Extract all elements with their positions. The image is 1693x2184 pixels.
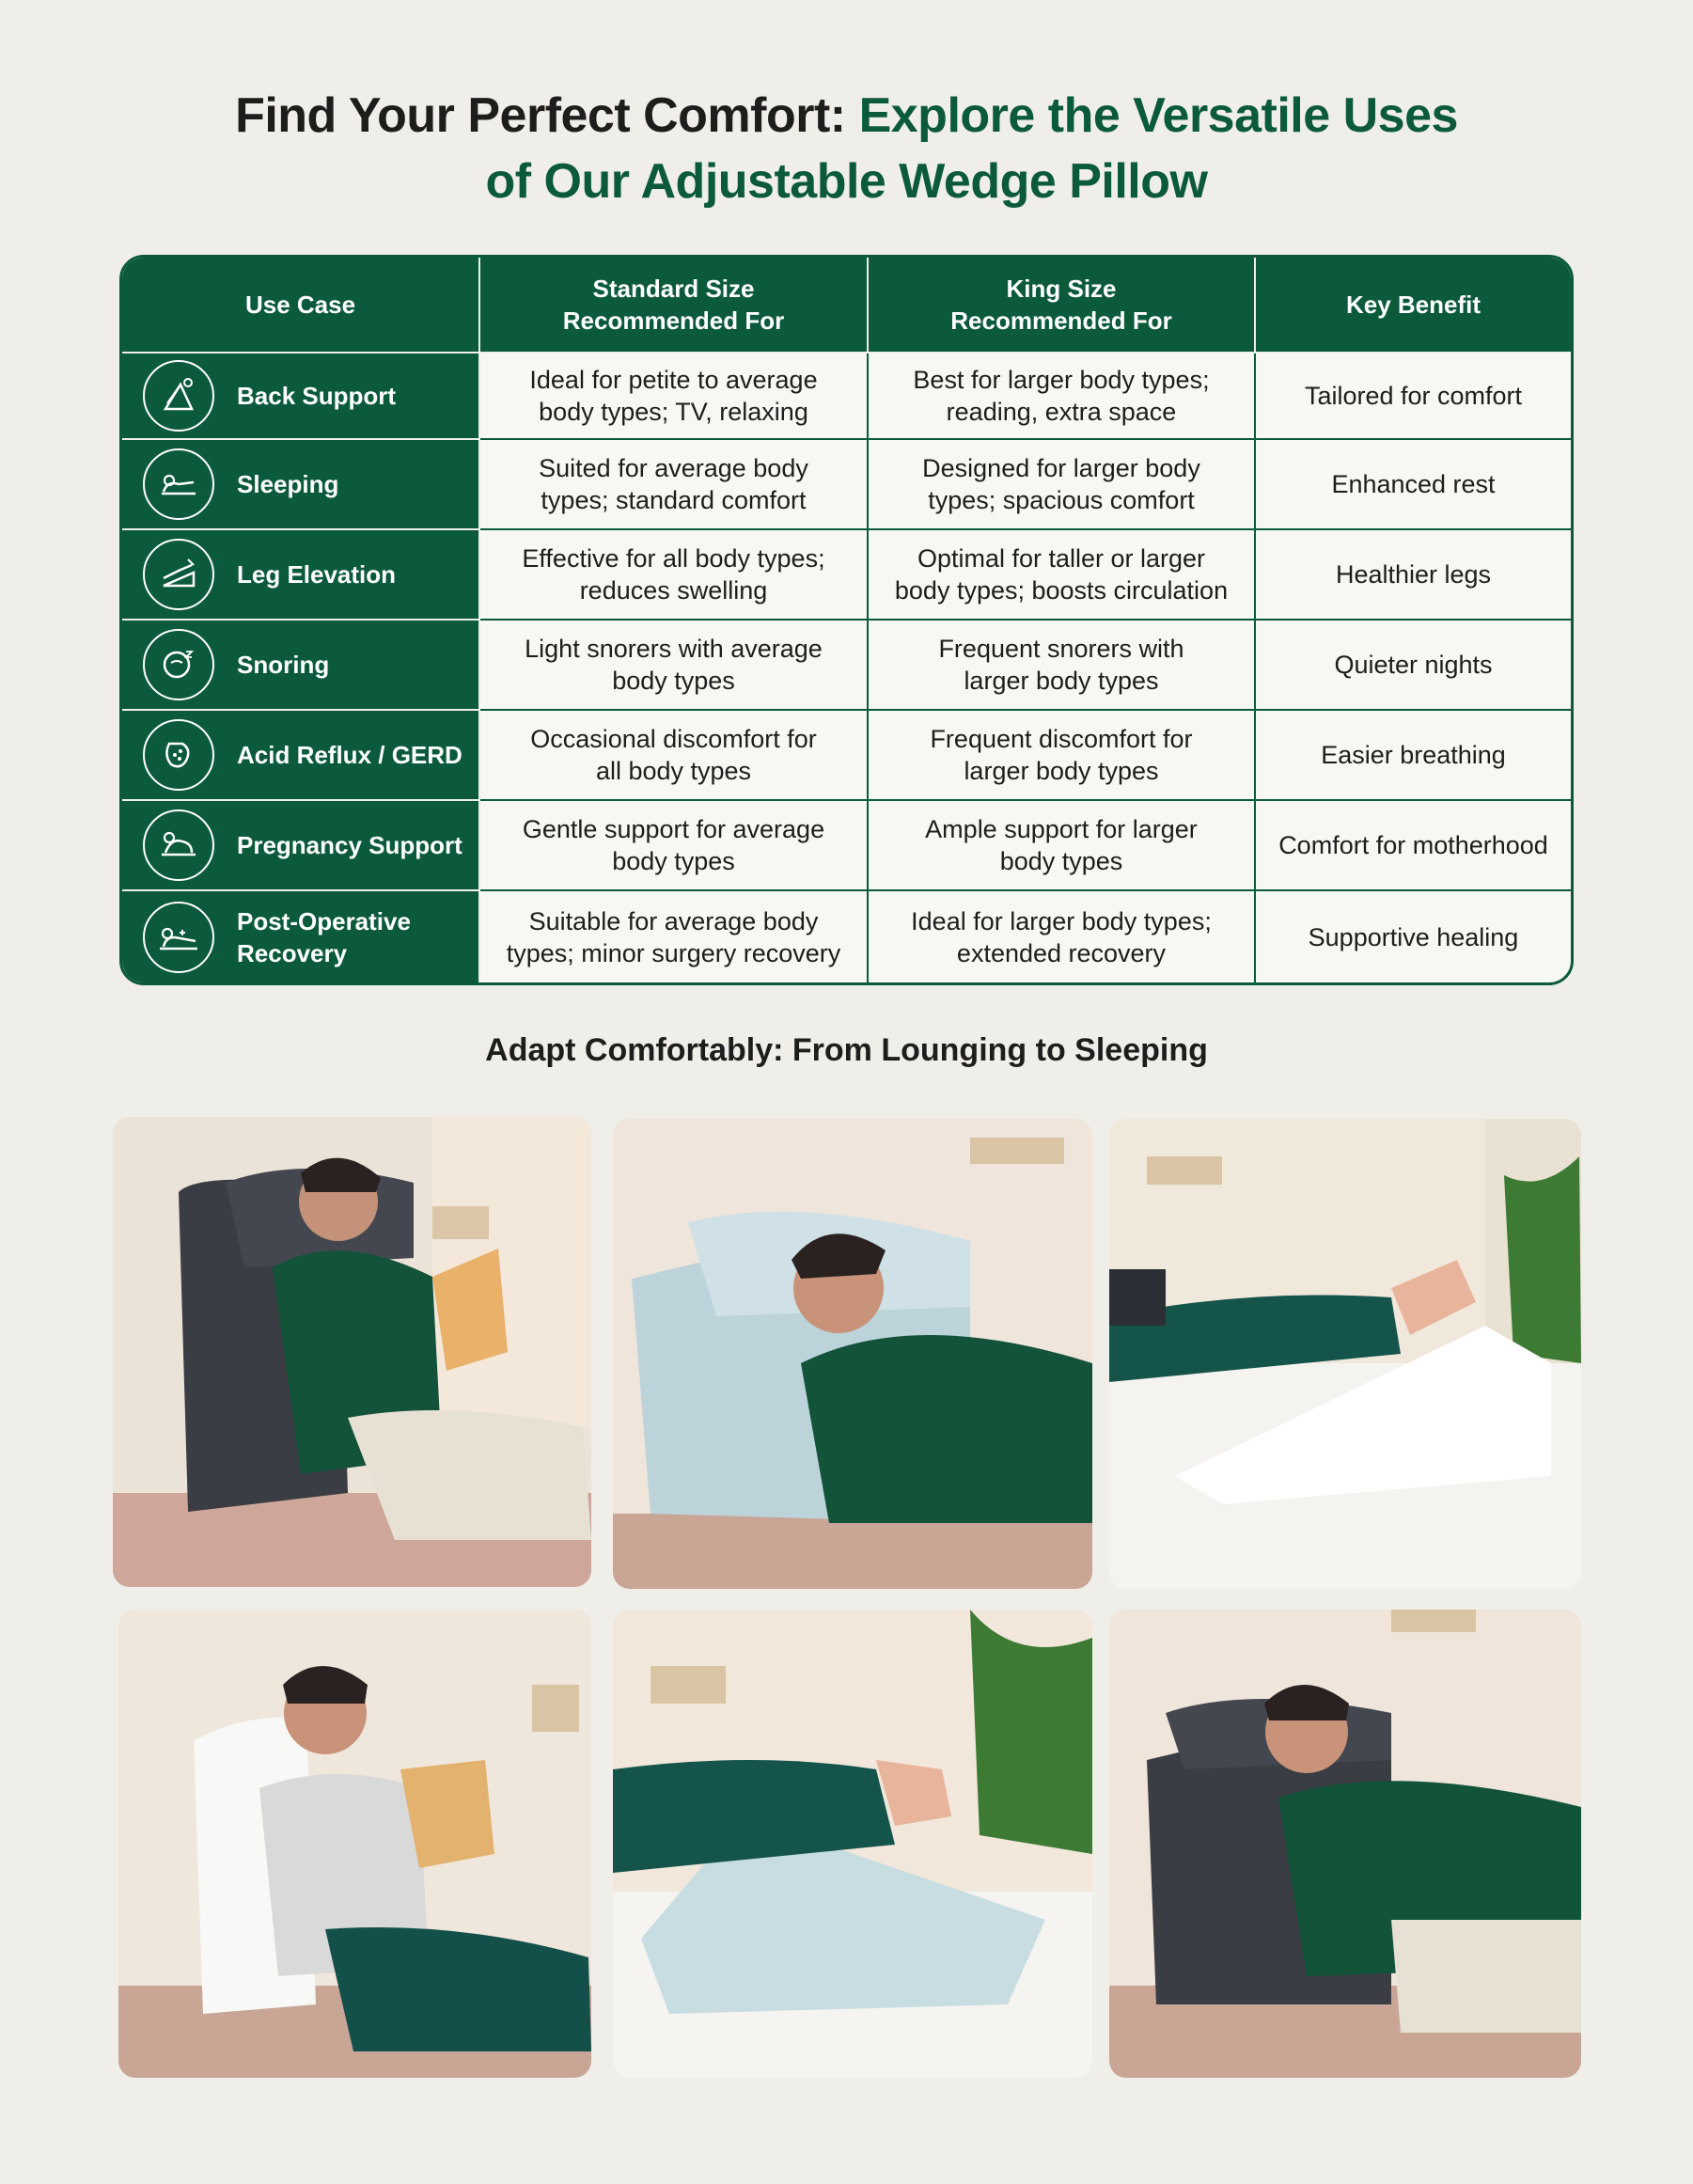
title-line-2: of Our Adjustable Wedge Pillow	[485, 154, 1208, 209]
header-king-size	[868, 258, 1255, 353]
table-header-row	[122, 258, 1571, 353]
king-size-cell: Best for larger body types; reading, extra space	[868, 353, 1255, 439]
use-case-label: Snoring	[237, 651, 330, 679]
king-size-cell: Ample support for larger body types	[868, 800, 1255, 890]
leg-elevation-icon	[143, 539, 214, 610]
key-benefit-cell: Easier breathing	[1255, 710, 1571, 800]
key-benefit-cell: Supportive healing	[1308, 922, 1519, 951]
standard-size-cell: Ideal for petite to average body types; TV, relaxing	[479, 353, 868, 439]
use-case-label: Pregnancy Support	[237, 831, 462, 859]
standard-size-cell: Gentle support for average body types	[479, 800, 868, 890]
header-king-line-1: King Size	[1006, 275, 1117, 303]
photo-man-reading-white-wedge	[118, 1610, 591, 2078]
standard-size-cell: Suitable for average body types; minor surgery recovery	[479, 890, 868, 982]
post-operative-icon	[143, 902, 214, 973]
standard-size-cell: Suited for average body types; standard comfort	[479, 439, 868, 529]
use-case-cell	[122, 800, 479, 890]
use-case-cell	[122, 353, 479, 439]
back-support-icon	[143, 360, 214, 432]
photo-man-reading-dark-wedge	[113, 1117, 591, 1587]
use-case-label: Sleeping	[237, 470, 339, 498]
key-benefit-cell: Enhanced rest	[1255, 439, 1571, 529]
use-case-cell	[122, 710, 479, 800]
sleeping-icon	[143, 448, 214, 520]
table-row	[122, 800, 1571, 890]
king-size-cell: Frequent discomfort for larger body types	[868, 710, 1255, 800]
use-case-cell	[122, 439, 479, 529]
comparison-table	[119, 255, 1574, 985]
header-standard-size	[479, 258, 868, 353]
table-row	[122, 890, 1571, 982]
table-row	[122, 439, 1571, 529]
page-title	[0, 83, 1693, 214]
king-size-cell: Frequent snorers with larger body types	[868, 620, 1255, 710]
header-standard-line-2: Recommended For	[562, 306, 785, 335]
use-case-label: Acid Reflux / GERD	[237, 741, 462, 769]
title-part-2: Explore the Versatile Uses	[858, 88, 1458, 143]
pregnancy-icon	[143, 809, 214, 881]
photo-legs-elevated-blue-wedge	[613, 1610, 1092, 2078]
standard-size-cell: Light snorers with average body types	[479, 620, 868, 710]
use-case-cell	[122, 620, 479, 710]
use-case-label: Leg Elevation	[237, 560, 397, 589]
header-use-case: Use Case	[122, 258, 479, 353]
king-size-cell: Ideal for larger body types; extended recovery	[868, 890, 1255, 982]
title-part-1: Find Your Perfect Comfort:	[235, 88, 846, 143]
standard-size-cell: Occasional discomfort for all body types	[479, 710, 868, 800]
use-case-cell	[122, 890, 479, 982]
header-king-line-2: Recommended For	[950, 306, 1172, 335]
acid-reflux-icon	[143, 719, 214, 791]
table-row	[122, 353, 1571, 439]
photo-legs-elevated-white-wedge	[1109, 1119, 1581, 1589]
key-benefit-cell: Quieter nights	[1255, 620, 1571, 710]
section-subtitle: Adapt Comfortably: From Lounging to Sleeping	[485, 1032, 1208, 1068]
key-benefit-cell: Healthier legs	[1255, 529, 1571, 620]
table-row	[122, 710, 1571, 800]
king-size-cell: Designed for larger body types; spacious comfort	[868, 439, 1255, 529]
king-size-cell: Optimal for taller or larger body types; boosts circulation	[868, 529, 1255, 620]
photo-man-resting-dark-wedge	[1109, 1610, 1581, 2078]
key-benefit-cell: Tailored for comfort	[1255, 353, 1571, 439]
standard-size-cell: Effective for all body types; reduces swelling	[479, 529, 868, 620]
snoring-icon	[143, 629, 214, 700]
use-case-cell	[122, 529, 479, 620]
table-row	[122, 620, 1571, 710]
use-case-label: Back Support	[237, 382, 397, 410]
header-key-benefit: Key Benefit	[1255, 258, 1571, 353]
header-standard-line-1: Standard Size	[592, 275, 755, 303]
photo-man-sleeping-light-blue-wedge	[613, 1119, 1092, 1589]
use-case-label: Post-Operative Recovery	[237, 906, 411, 967]
key-benefit-cell: Comfort for motherhood	[1255, 800, 1571, 890]
table-row	[122, 529, 1571, 620]
